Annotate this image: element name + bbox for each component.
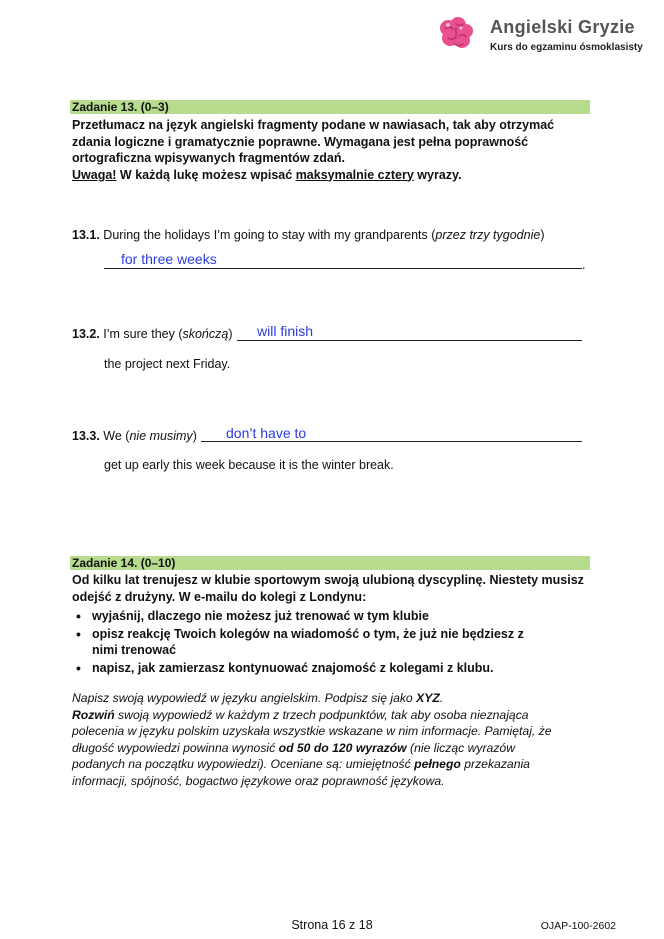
answer-13-2[interactable]: will finish	[257, 323, 314, 339]
page-number: Strona 16 z 18	[291, 918, 373, 932]
item-text-end: )	[192, 429, 197, 443]
task13-header: Zadanie 13. (0–3)	[70, 100, 590, 114]
continuation-13-3: get up early this week because it is the winter break.	[104, 458, 394, 472]
guideline-bold: pełnego	[414, 757, 461, 771]
warning-text: W każdą lukę możesz wpisać	[116, 167, 296, 182]
item-hint: skończą	[182, 327, 229, 341]
guideline-text: swoją wypowiedź w każdym z trzech podpunktów, tak aby osoba nieznająca polecenia w języku polskim uzyskała wszystkie wskazane w nim informacje. Pamiętaj, że długość wypowiedzi powinna wynosić	[72, 707, 552, 755]
warning-text-end: wyrazy.	[413, 167, 462, 182]
answer-13-3[interactable]: don’t have to	[226, 425, 307, 441]
instruction-line: Przetłumacz na język angielski fragmenty podane w nawiasach, tak aby otrzymać	[72, 118, 555, 132]
bullet-item: • napisz, jak zamierzasz kontynuować znajomość z kolegami z klubu.	[72, 660, 542, 677]
warning-line	[72, 167, 592, 184]
task14-bullet-list	[72, 608, 542, 676]
item-text: During the holidays I’m going to stay with my grandparents (	[103, 228, 436, 242]
bullet-item: • opisz reakcję Twoich kolegów na wiadomość o tym, że już nie będziesz z nimi trenować	[72, 626, 542, 659]
brain-icon	[436, 14, 476, 54]
answer-13-1[interactable]: for three weeks	[121, 251, 217, 267]
item-hint: przez trzy tygodnie	[435, 228, 541, 242]
brand-subtitle: Kurs do egzaminu ósmoklasisty	[490, 42, 643, 53]
brand-title: Angielski Gryzie	[490, 17, 635, 37]
instruction-line: ortograficzna wpisywanych fragmentów zdań.	[72, 151, 345, 165]
bullet-item: • wyjaśnij, dlaczego nie możesz już trenować w tym klubie	[72, 608, 542, 625]
guideline-p2	[72, 707, 560, 790]
item-number: 13.2.	[72, 327, 100, 341]
continuation-13-2: the project next Friday.	[104, 357, 231, 371]
guideline-bold: Rozwiń	[72, 707, 115, 722]
task14-header: Zadanie 14. (0–10)	[70, 556, 590, 570]
item-13-2	[72, 326, 233, 342]
guideline-text: Napisz swoją wypowiedź w języku angielskim. Podpisz się jako	[72, 691, 417, 705]
warning-emphasis: maksymalnie cztery	[295, 167, 414, 182]
intro-line: Od kilku lat trenujesz w klubie sportowym swoją ulubioną dyscyplinę. Niestety musisz	[72, 573, 584, 587]
task14-intro	[72, 572, 592, 677]
exam-code: OJAP-100-2602	[540, 920, 616, 932]
item-number: 13.1.	[72, 228, 100, 242]
item-text-end: )	[228, 327, 233, 341]
intro-line: odejść z drużyny. W e-mailu do kolegi z Londynu:	[72, 589, 367, 604]
item-hint: nie musimy	[129, 429, 193, 443]
guideline-p1	[72, 690, 560, 707]
item-13-1	[72, 227, 545, 243]
instruction-line: zdania logiczne i gramatycznie poprawne. Wymagana jest pełna poprawność	[72, 134, 529, 149]
guideline-signature: XYZ	[416, 691, 440, 705]
guideline-text: przekazania informacji, spójność, bogactwo językowe oraz poprawność językowa.	[72, 757, 530, 788]
answer-line-13-1[interactable]	[104, 268, 582, 269]
item-13-3	[72, 428, 197, 444]
line-end-dot: .	[582, 258, 586, 272]
guideline-text-end: .	[439, 691, 444, 705]
item-text: I’m sure they (	[103, 327, 183, 341]
guideline-word-count: od 50 do 120 wyrazów	[278, 740, 407, 755]
task14-guidelines	[72, 690, 560, 789]
item-number: 13.3.	[72, 429, 100, 443]
guideline-text: (nie licząc wyrazów podanych na początku wypowiedzi). Oceniane są: umiejętność	[72, 740, 516, 771]
answer-line-13-3[interactable]	[201, 441, 582, 442]
warning-label: Uwaga!	[72, 167, 117, 182]
item-text: We (	[103, 429, 130, 443]
task13-instructions	[72, 117, 592, 183]
answer-line-13-2[interactable]	[237, 340, 582, 341]
item-text-end: )	[540, 228, 545, 242]
